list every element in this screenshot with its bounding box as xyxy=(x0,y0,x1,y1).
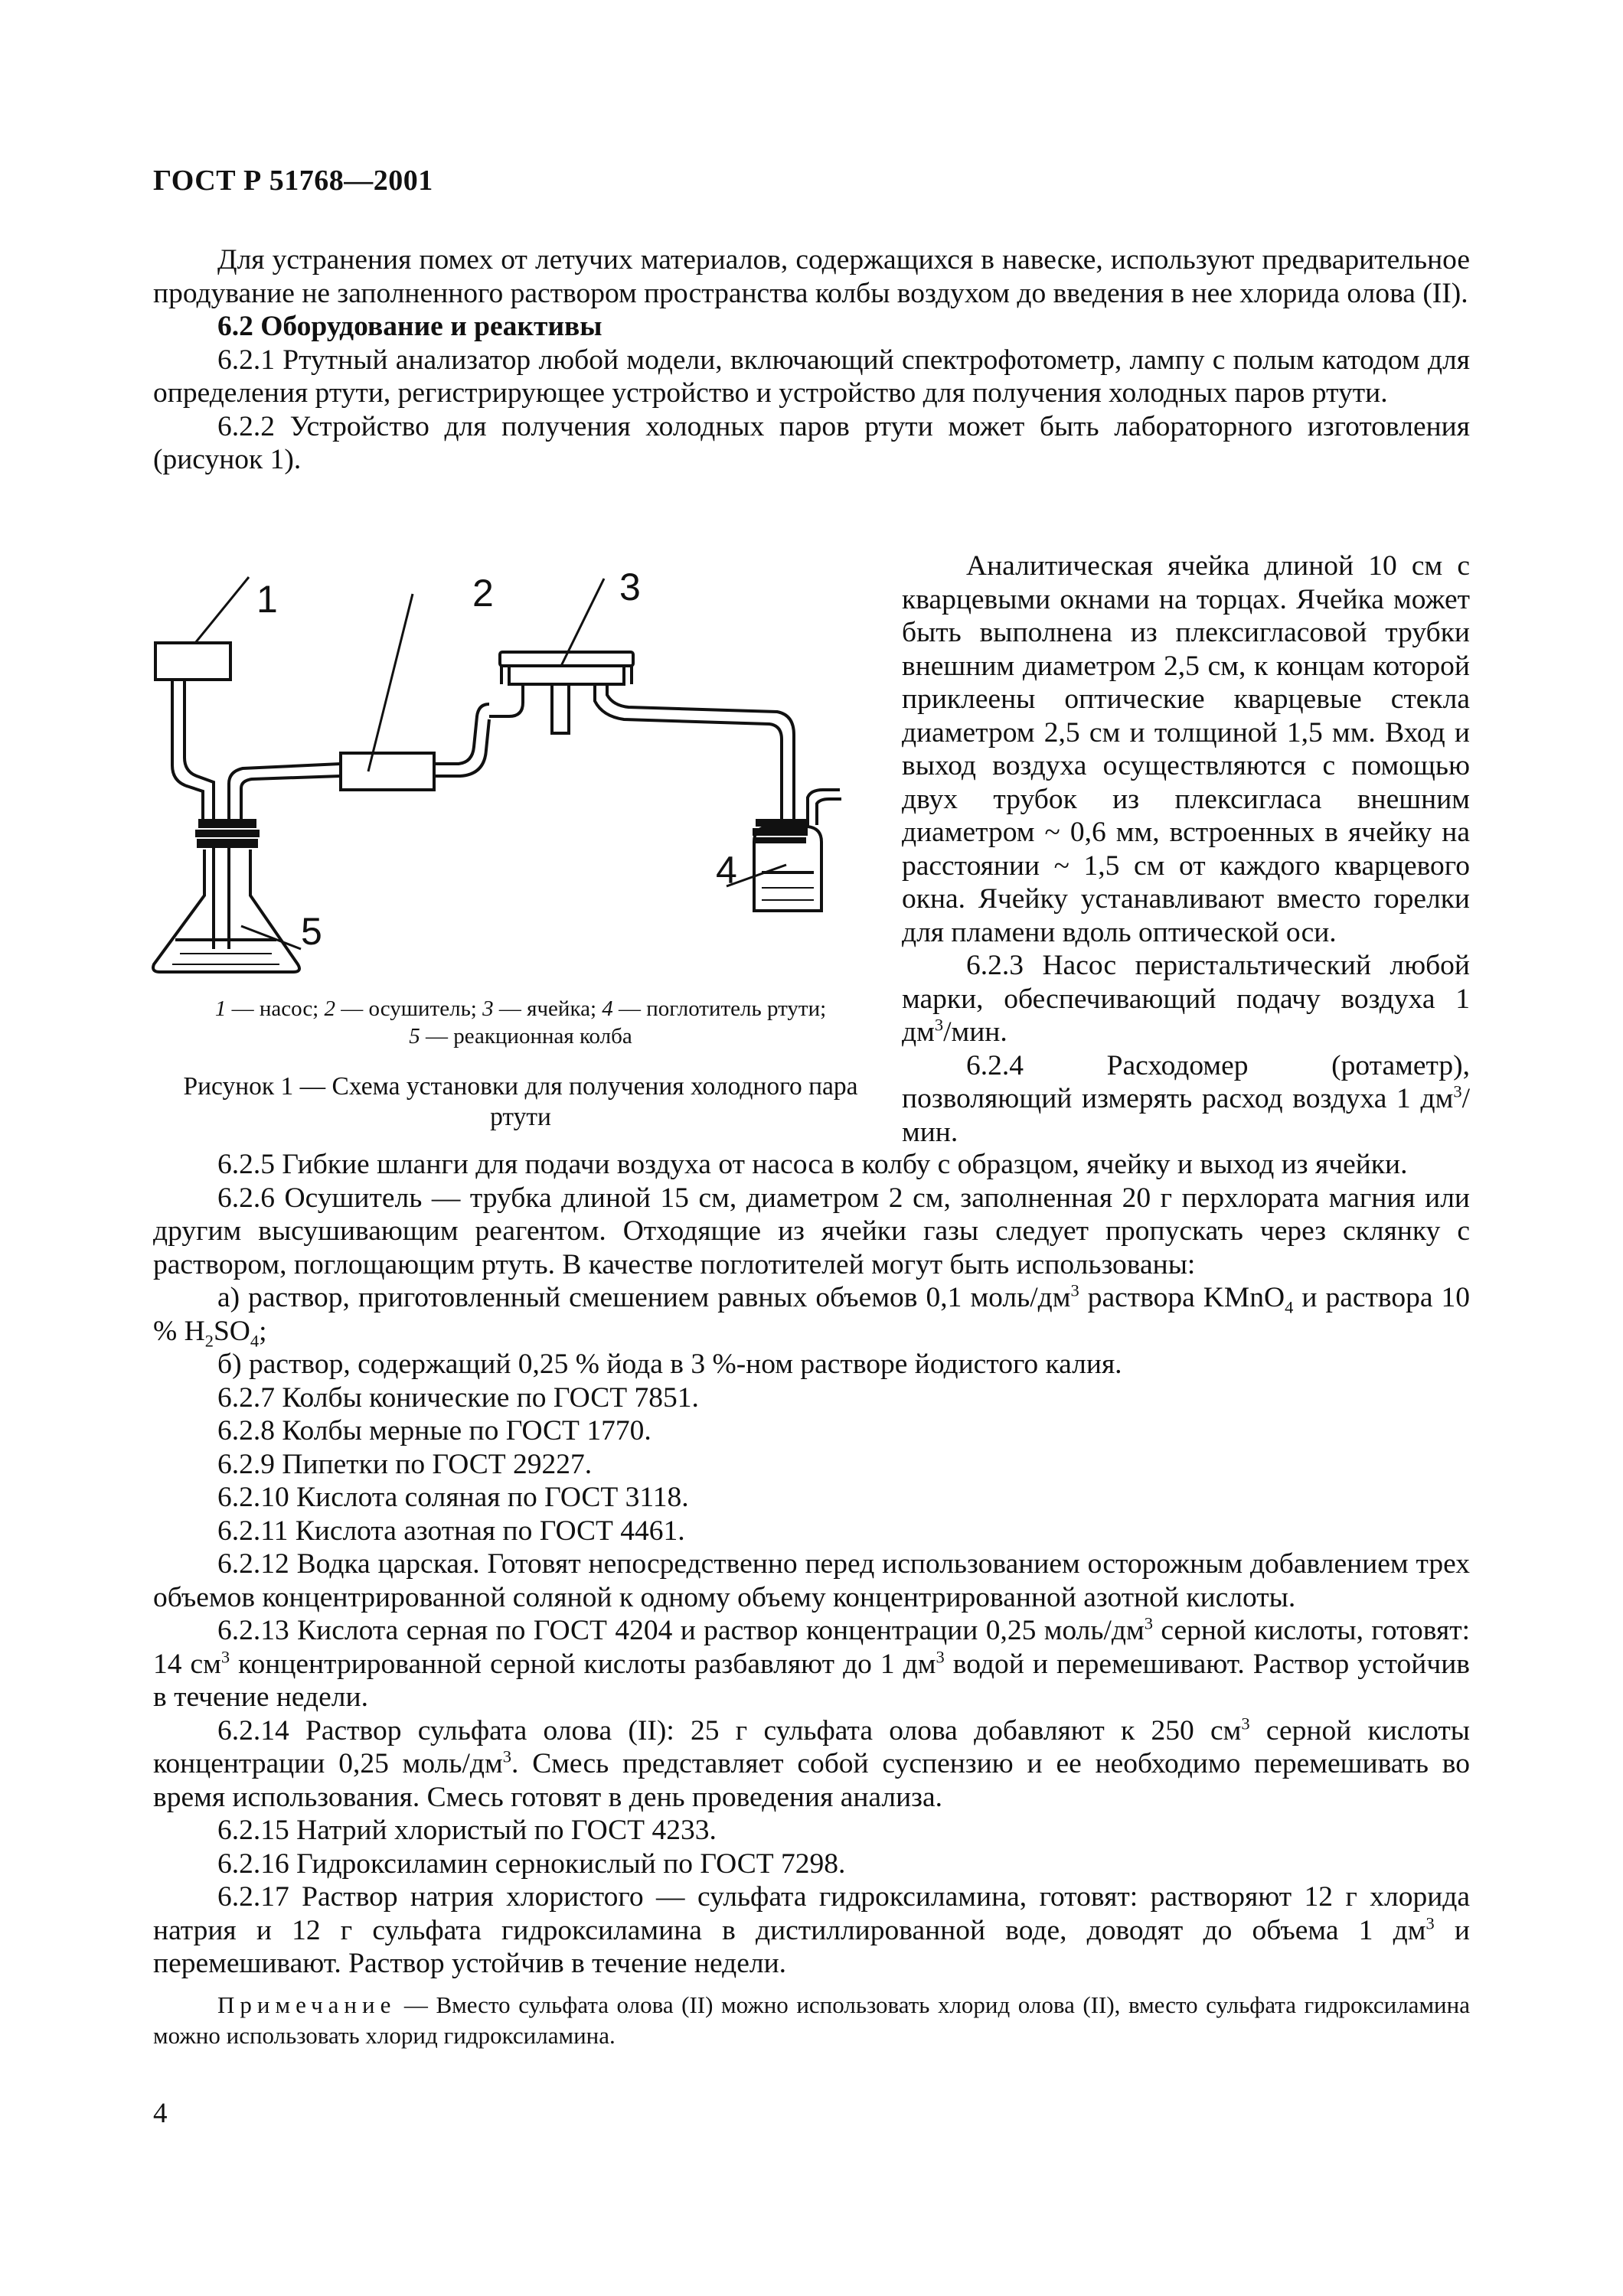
equipment-list xyxy=(153,1148,1470,1981)
tube-cell-absorber-inner xyxy=(607,684,794,820)
tube-flask-dryer-inner xyxy=(241,776,341,819)
paragraph-6-2-5: 6.2.5 Гибкие шланги для подачи воздуха от насоса в колбу с образцом, ячейку и выход из ячейки. xyxy=(217,1149,1408,1180)
tube-flask-dryer-outer xyxy=(229,764,341,819)
paragraph-6-2-6: 6.2.6 Осушитель — трубка длиной 15 см, диаметром 2 см, заполненная 20 г перхлората магния или другим высушивающим реагентом. Отходящие из ячейки газы следует пропускать через склянку с раствором, поглощающим ртуть. В качестве поглотителей могут быть использованы: xyxy=(153,1182,1470,1280)
paragraph-6-2-7: 6.2.7 Колбы конические по ГОСТ 7851. xyxy=(217,1381,699,1414)
page-number: 4 xyxy=(153,2098,168,2129)
cell-body xyxy=(509,666,624,684)
paragraph-6-2-4: 6.2.4 Расходомер (ротаметр), позволяющий измерять расход воздуха 1 $дм^3$/мин. xyxy=(902,1049,1470,1148)
paragraph-6-2-16: 6.2.16 Гидроксиламин сернокислый по ГОСТ 7298. xyxy=(217,1848,846,1880)
document-header: ГОСТ Р 51768—2001 xyxy=(153,165,433,197)
tube-pump-flask-inner xyxy=(185,680,214,819)
figure-legend: 1 — насос; 2 — осушитель; 3 — ячейка; 4 — поглотитель ртути; 5 — реакционная колба xyxy=(214,996,827,1049)
cell-stub xyxy=(552,684,569,733)
paragraph-cell: Аналитическая ячейка длиной 10 см с кварцевыми окнами на торцах. Ячейка может быть выполнена из плексигласовой трубки внешним диаметром 2,5 см, к концам которой приклеены оптические кварцевые стекла диаметром 2,5 см и толщиной 1,5 мм. Вход и выход воздуха осуществляются с помощью двух трубок из плексигласа внешним диаметром ~ 0,6 мм, встроенных в ячейку на расстоянии ~ 1,5 см от каждого кварцевого окна. Ячейку устанавливают вместо горелки для пламени вдоль оптической оси. xyxy=(902,550,1470,948)
paragraph-b: б) раствор, содержащий 0,25 % йода в 3 %-ном растворе йодистого калия. xyxy=(217,1349,1122,1380)
paragraph-6-2-10: 6.2.10 Кислота соляная по ГОСТ 3118. xyxy=(217,1482,689,1513)
note xyxy=(153,1990,1470,2051)
intro-section xyxy=(153,243,1470,477)
label-4: 4 xyxy=(716,849,737,892)
section-heading: 6.2 Оборудование и реактивы xyxy=(217,311,603,342)
paragraph-6-2-13: 6.2.13 Кислота серная по ГОСТ 4204 и раствор концентрации 0,25 моль/$дм^3$ серной кислоты, готовят: 14 $см^3$ концентрированной серной кислоты разбавляют до 1 $дм^3$ водой и перемешивают. Раствор устойчив в течение недели. xyxy=(153,1613,1470,1713)
pump-box xyxy=(155,643,230,680)
paragraph-6-2-14: 6.2.14 Раствор сульфата олова (II): 25 г сульфата олова добавляют к 250 $см^3$ серной кислоты концентрации 0,25 моль/$дм^3$. Смесь представляет собой суспензию и ее необходимо перемешивать во время использования. Смесь готовят в день проведения анализа. xyxy=(153,1714,1471,1813)
paragraph-6-2-8: 6.2.8 Колбы мерные по ГОСТ 1770. xyxy=(217,1415,651,1446)
tube-dryer-cell-outer xyxy=(434,704,489,764)
label-1: 1 xyxy=(256,578,278,621)
paragraph-a: а) раствор, приготовленный смешением равных объемов 0,1 моль/$дм^3$ раствора KMnO$_4$ и раствора 10 % $H_2SO_4$; xyxy=(153,1280,1471,1350)
paragraph-6-2-9: 6.2.9 Пипетки по ГОСТ 29227. xyxy=(217,1448,593,1480)
paragraph-6-2-3: 6.2.3 Насос перистальтический любой марки, обеспечивающий подачу воздуха 1 $дм^3$/мин. xyxy=(902,950,1470,1048)
apparatus-diagram xyxy=(149,566,884,995)
right-column xyxy=(902,550,1470,1149)
label-3: 3 xyxy=(619,566,641,608)
paragraph-6-2-17: 6.2.17 Раствор натрия хлористого — сульфата гидроксиламина, готовят: растворяют 12 г хлорида натрия и 12 г сульфата гидроксиламина в дистиллированной воде, доводят до объема 1 $дм^3$ и перемешивают. Раствор устойчив в течение недели. xyxy=(153,1881,1470,1979)
tube-dryer-cell-inner xyxy=(434,719,489,776)
paragraph-interference: Для устранения помех от летучих материалов, содержащихся в навеске, используют предварительное продувание не заполненного раствором пространства колбы воздухом до введения в нее хлорида олова (II). xyxy=(153,244,1470,309)
label-2: 2 xyxy=(472,572,494,615)
note-label: Примечание xyxy=(217,1991,397,2018)
paragraph-6-2-12: 6.2.12 Водка царская. Готовят непосредственно перед использованием осторожным добавлением трех объемов концентрированной соляной к одному объему концентрированной азотной кислоты. xyxy=(153,1548,1470,1613)
paragraph-6-2-11: 6.2.11 Кислота азотная по ГОСТ 4461. xyxy=(217,1515,685,1547)
figure-caption: Рисунок 1 — Схема установки для получения холодного пара ртути xyxy=(183,1072,858,1131)
paragraph-6-2-15: 6.2.15 Натрий хлористый по ГОСТ 4233. xyxy=(217,1815,717,1846)
paragraph-6-2-1: 6.2.1 Ртутный анализатор любой модели, включающий спектрофотометр, лампу с полым катодом для определения ртути, регистрирующее устройство и устройство для получения холодных паров ртути. xyxy=(153,344,1470,409)
dryer-box xyxy=(341,753,434,790)
label-5: 5 xyxy=(301,910,322,953)
paragraph-6-2-2: 6.2.2 Устройство для получения холодных паров ртути может быть лабораторного изготовления (рисунок 1). xyxy=(153,410,1470,475)
tube-pump-flask-outer xyxy=(172,680,203,819)
note-text: — Вместо сульфата олова (II) можно использовать хлорид олова (II), вместо сульфата гидроксиламина можно использовать хлорид гидроксиламина. xyxy=(153,1991,1470,2049)
